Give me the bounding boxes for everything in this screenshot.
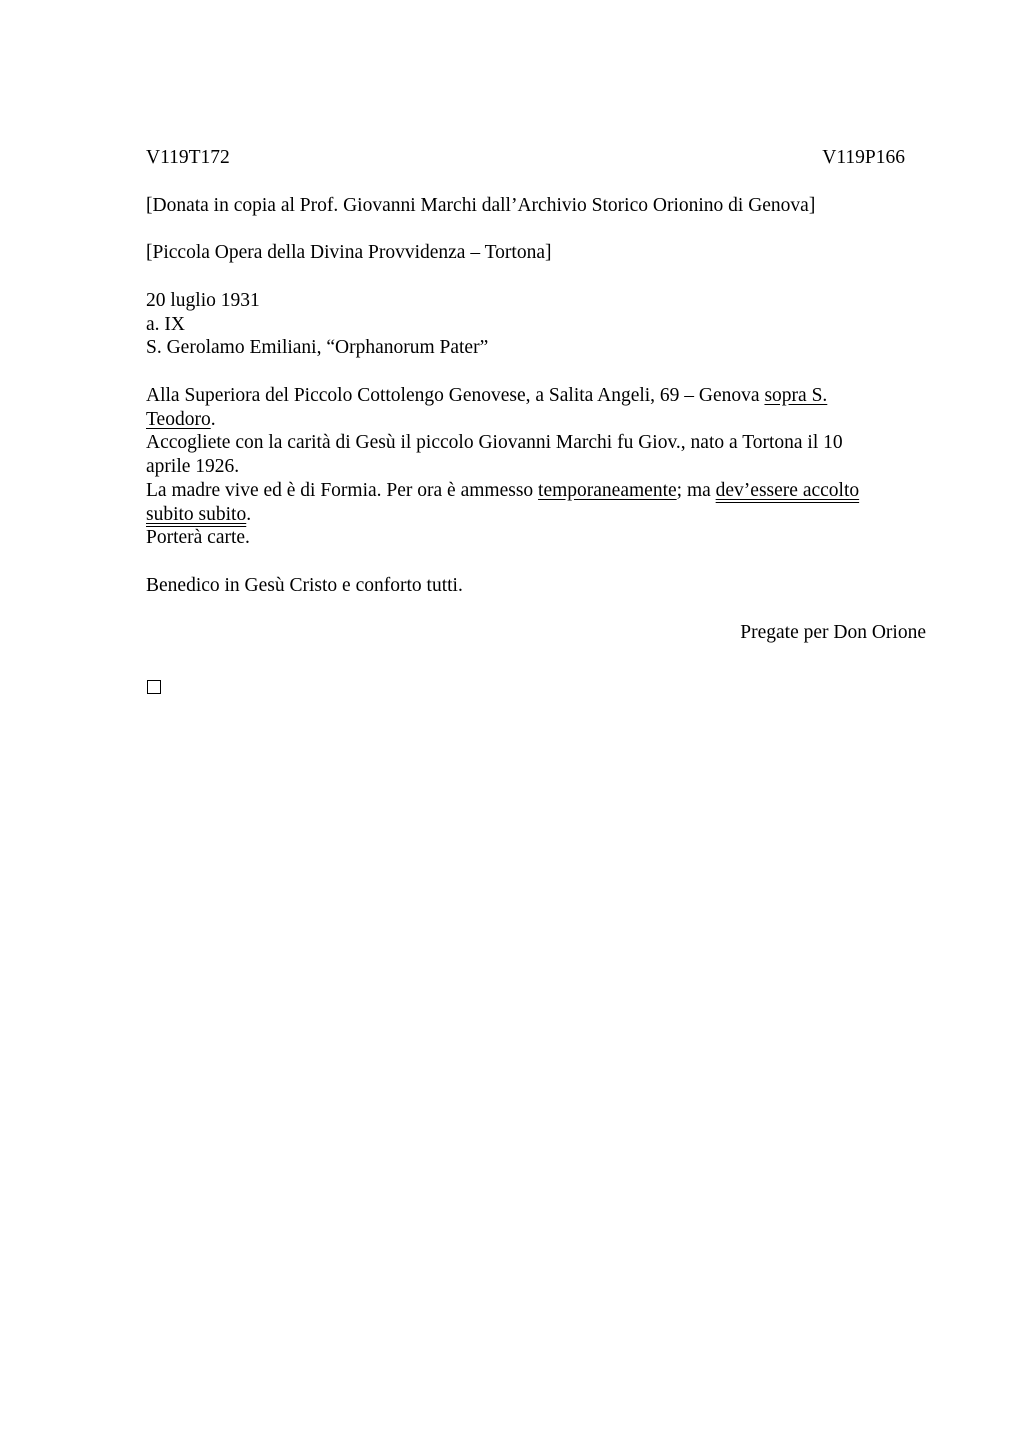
mother-double-underlined-1: dev’essere accolto: [715, 480, 860, 501]
institution-note: [Piccola Opera della Divina Provvidenza – Tortona]: [146, 242, 552, 263]
mother-end: .: [246, 504, 252, 525]
checkbox-square[interactable]: [147, 680, 161, 694]
address-prefix: Alla Superiora del Piccolo Cottolengo Genovese, a Salita Angeli, 69 – Genova: [146, 385, 765, 406]
accept-line-1: Accogliete con la carità di Gesù il piccolo Giovanni Marchi fu Giov., nato a Tortona il 10: [146, 432, 843, 453]
document-code-left: V119T172: [146, 147, 230, 168]
letter-address-line-2: [146, 408, 216, 432]
mother-line-2: [146, 503, 251, 527]
letter-address-line-1: [146, 384, 827, 408]
mother-prefix: La madre vive ed è di Formia. Per ora è ammesso: [146, 480, 539, 501]
blessing-line: Benedico in Gesù Cristo e conforto tutti.: [146, 575, 463, 596]
address-end: .: [210, 409, 216, 430]
document-code-right: V119P166: [822, 147, 905, 168]
donation-note: [Donata in copia al Prof. Giovanni Marchi dall’Archivio Storico Orionino di Genova]: [146, 195, 816, 216]
address-underlined-part-2: Teodoro: [146, 409, 211, 430]
accept-line-2: aprile 1926.: [146, 456, 240, 477]
papers-line: Porterà carte.: [146, 527, 250, 548]
signature-line: Pregate per Don Orione: [740, 622, 926, 643]
letter-era: a. IX: [146, 314, 185, 335]
letter-date: 20 luglio 1931: [146, 290, 260, 311]
mother-mid: ; ma: [676, 480, 716, 501]
letter-saint-day: S. Gerolamo Emiliani, “Orphanorum Pater”: [146, 337, 489, 358]
address-underlined-part-1: sopra S.: [764, 385, 828, 406]
mother-line-1: [146, 479, 859, 503]
mother-double-underlined-2: subito subito: [146, 504, 247, 525]
mother-underlined: temporaneamente: [538, 480, 677, 501]
